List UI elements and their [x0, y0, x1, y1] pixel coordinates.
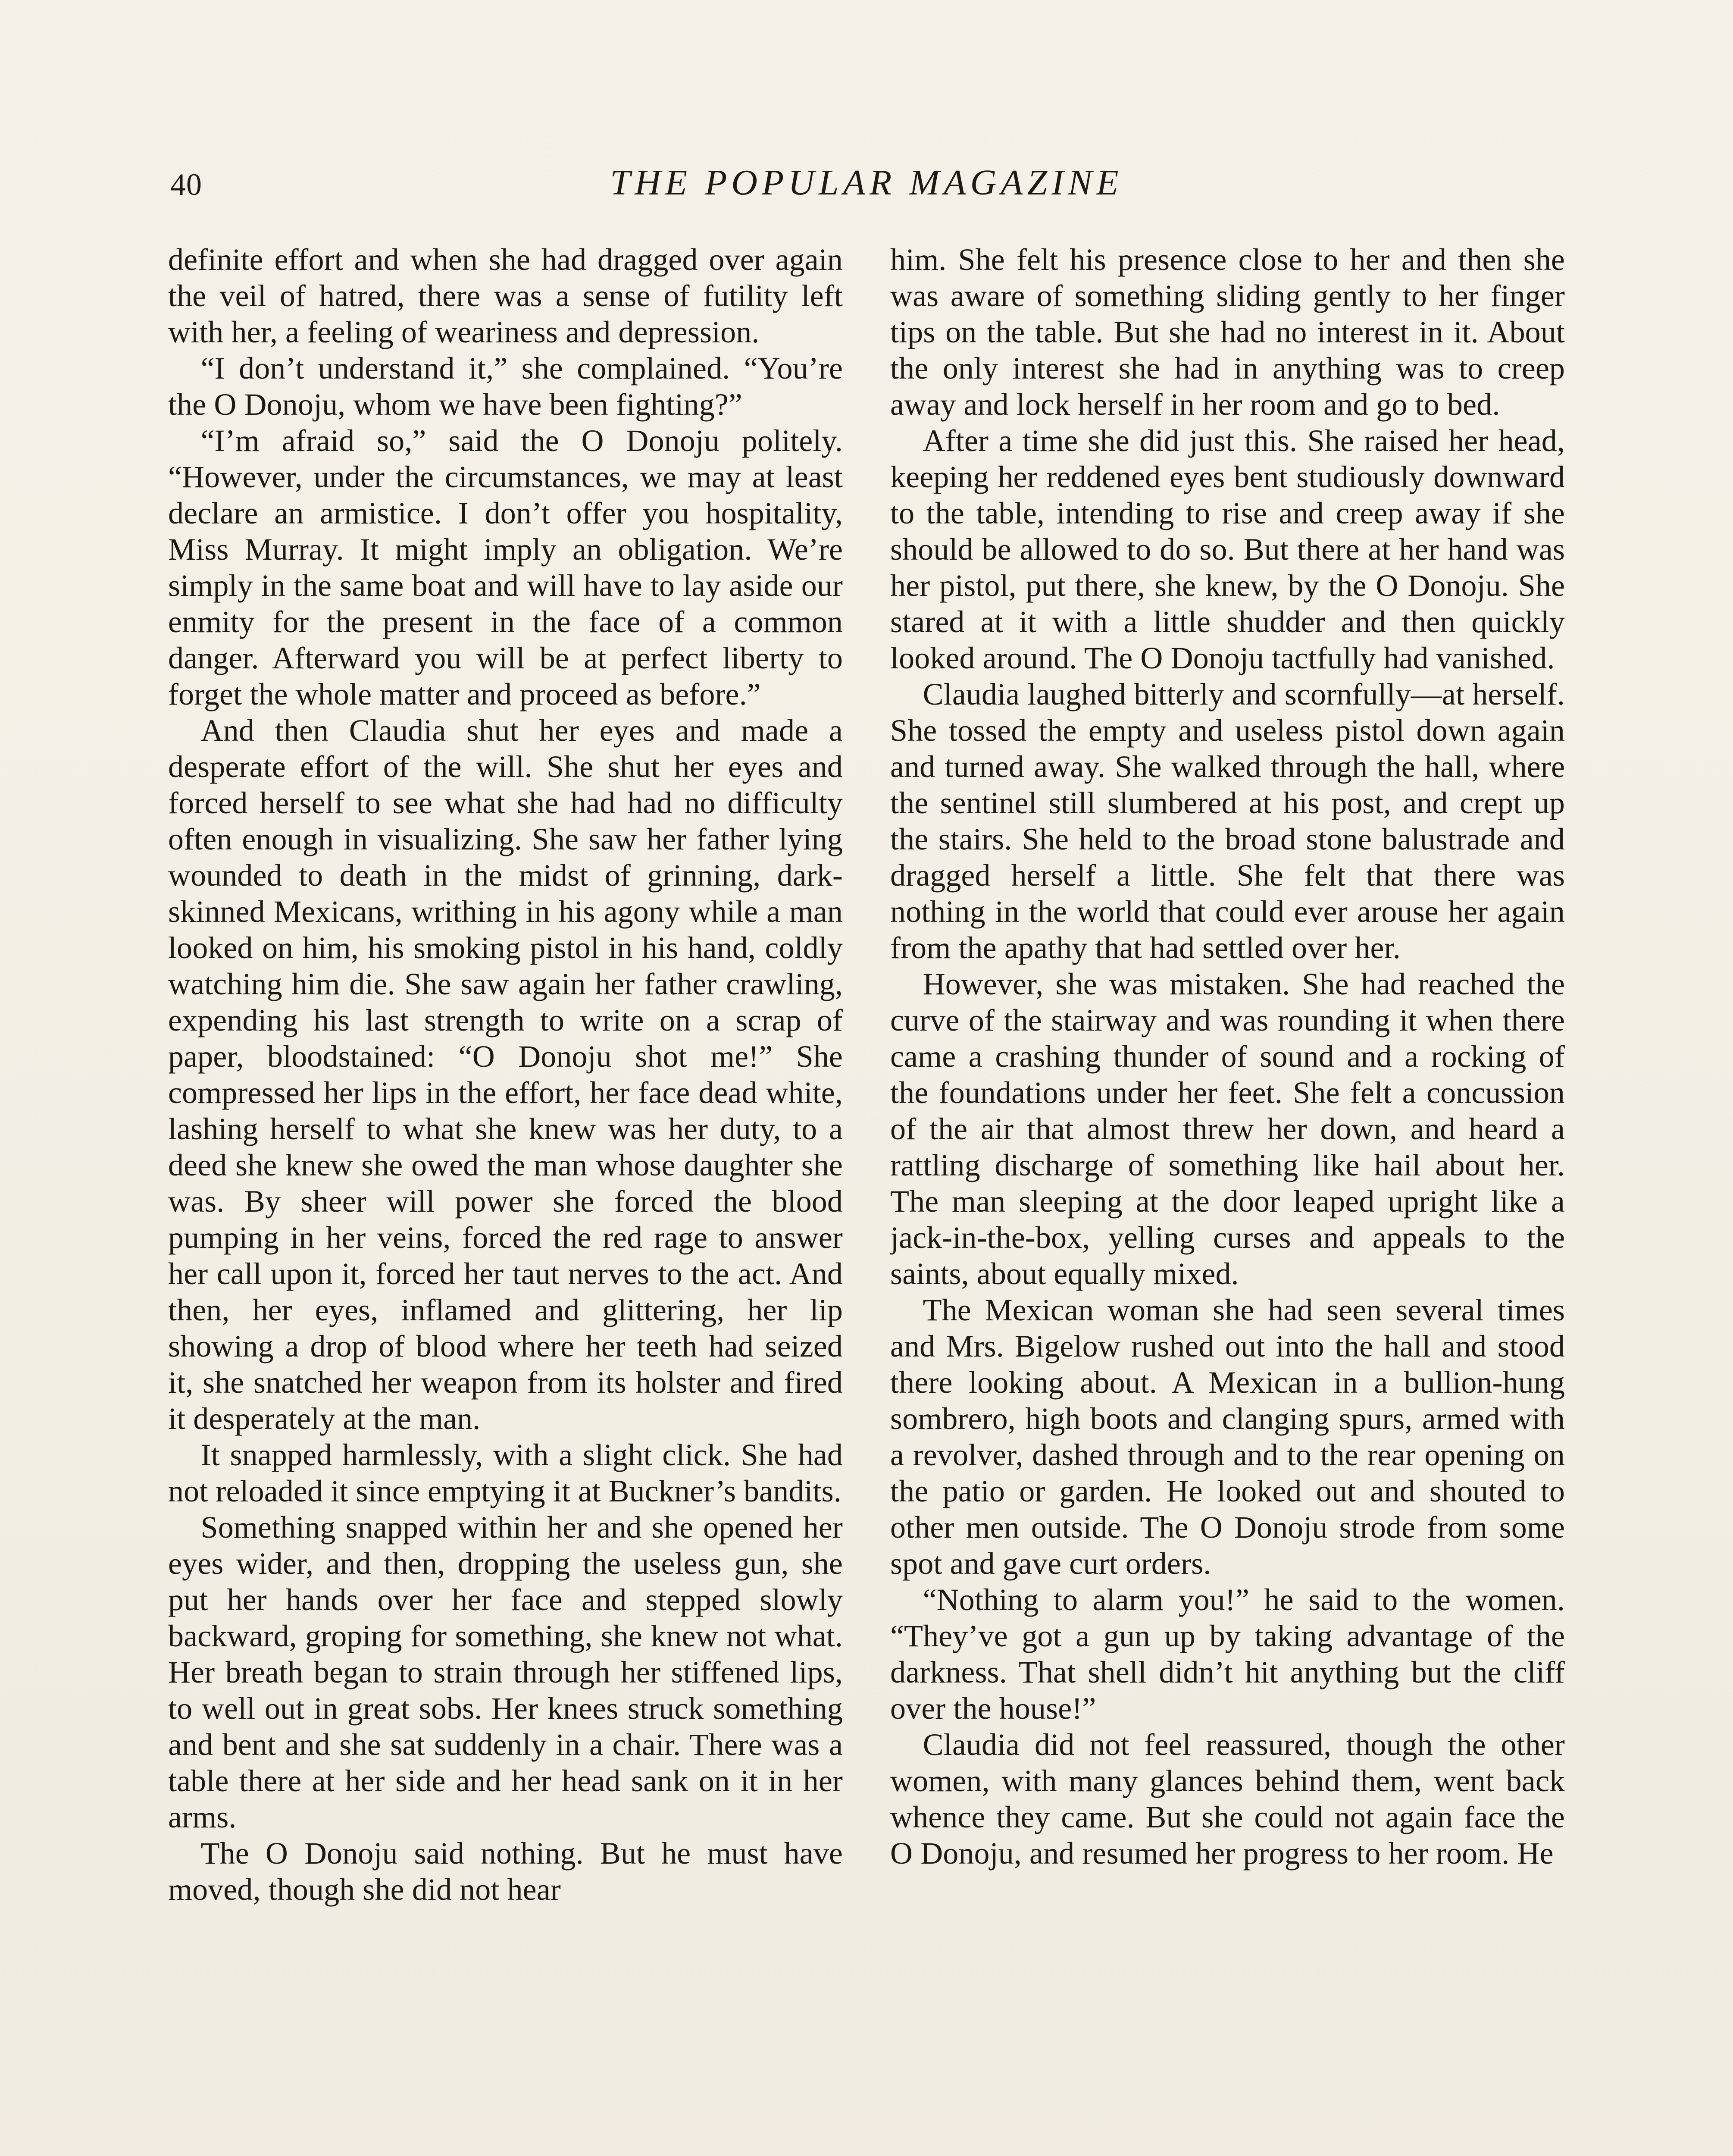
page-header: [170, 165, 1563, 216]
right-paragraph-7: Claudia did not feel reassured, though the other women, with many glances behind them, went back whence they came. But she could not again face the O Donoju, and resumed her progress to her room. He: [890, 1727, 1565, 1871]
right-paragraph-1: him. She felt his presence close to her and then she was aware of something sliding gently to her finger tips on the table. But she had no interest in it. About the only interest she had in anything was to creep away and lock herself in her room and go to bed.: [890, 242, 1565, 422]
left-column: [168, 241, 843, 2156]
right-paragraph-2: After a time she did just this. She raised her head, keeping her reddened eyes bent studiously downward to the table, intending to rise and creep away if she should be allowed to do so. But there at her hand was her pistol, put there, she knew, by the O Donoju. She stared at it with a little shudder and then quickly looked around. The O Donoju tactfully had vanished.: [890, 423, 1565, 675]
left-paragraph-7: The O Donoju said nothing. But he must have moved, though she did not hear: [168, 1836, 843, 1907]
left-paragraph-5: It snapped harmlessly, with a slight click. She had not reloaded it since emptying it at Buckner’s bandits.: [168, 1438, 843, 1508]
right-paragraph-4: However, she was mistaken. She had reached the curve of the stairway and was rounding it when there came a crashing thunder of sound and a rocking of the foundations under her feet. She felt a concussion of the air that almost threw her down, and heard a rattling discharge of something like hail about her. The man sleeping at the door leaped upright like a jack-in-the-box, yelling curses and appeals to the saints, about equally mixed.: [890, 967, 1565, 1291]
right-paragraph-6: “Nothing to alarm you!” he said to the women. “They’ve got a gun up by taking advantage of the darkness. That shell didn’t hit anything but the cliff over the house!”: [890, 1583, 1565, 1726]
left-paragraph-1: definite effort and when she had dragged over again the veil of hatred, there was a sense of futility left with her, a feeling of weariness and depression.: [168, 242, 843, 349]
left-paragraph-4: And then Claudia shut her eyes and made a desperate effort of the will. She shut her eyes and forced herself to see what she had had no difficulty often enough in visualizing. She saw her father lying wounded to death in the midst of grinning, dark-skinned Mexicans, writhing in his agony while a man looked on him, his smoking pistol in his hand, coldly watching him die. She saw again her father crawling, expending his last strength to write on a scrap of paper, bloodstained: “O Donoju shot me!” She compressed her lips in the effort, her face dead white, lashing herself to what she knew was her duty, to a deed she knew she owed the man whose daughter she was. By sheer will power she forced the blood pumping in her veins, forced the red rage to answer her call upon it, forced her taut nerves to the act. And then, her eyes, inflamed and glittering, her lip showing a drop of blood where her teeth had seized it, she snatched her weapon from its holster and fired it desperately at the man.: [168, 713, 843, 1436]
right-paragraph-3: Claudia laughed bitterly and scornfully—at herself. She tossed the empty and useless pistol down again and turned away. She walked through the hall, where the sentinel still slumbered at his post, and crept up the stairs. She held to the broad stone balustrade and dragged herself a little. She felt that there was nothing in the world that could ever arouse her again from the apathy that had settled over her.: [890, 677, 1565, 965]
right-column: [890, 241, 1565, 2156]
left-paragraph-2: “I don’t understand it,” she complained. “You’re the O Donoju, whom we have been fighting?”: [168, 351, 843, 422]
running-head: THE POPULAR MAGAZINE: [610, 163, 1123, 203]
left-paragraph-6: Something snapped within her and she opened her eyes wider, and then, dropping the useless gun, she put her hands over her face and stepped slowly backward, groping for something, she knew not what. Her breath began to strain through her stiffened lips, to well out in great sobs. Her knees struck something and bent and she sat suddenly in a chair. There was a table there at her side and her head sank on it in her arms.: [168, 1510, 843, 1834]
text-columns: [168, 241, 1565, 2156]
left-paragraph-3: “I’m afraid so,” said the O Donoju politely. “However, under the circumstances, we may at least declare an armistice. I don’t offer you hospitality, Miss Murray. It might imply an obligation. We’re simply in the same boat and will have to lay aside our enmity for the present in the face of a common danger. Afterward you will be at perfect liberty to forget the whole matter and proceed as before.”: [168, 423, 843, 711]
page-number: 40: [170, 167, 202, 202]
right-paragraph-5: The Mexican woman she had seen several times and Mrs. Bigelow rushed out into the hall and stood there looking about. A Mexican in a bullion-hung sombrero, high boots and clanging spurs, armed with a revolver, dashed through and to the rear opening on the patio or garden. He looked out and shouted to other men outside. The O Donoju strode from some spot and gave curt orders.: [890, 1293, 1565, 1581]
